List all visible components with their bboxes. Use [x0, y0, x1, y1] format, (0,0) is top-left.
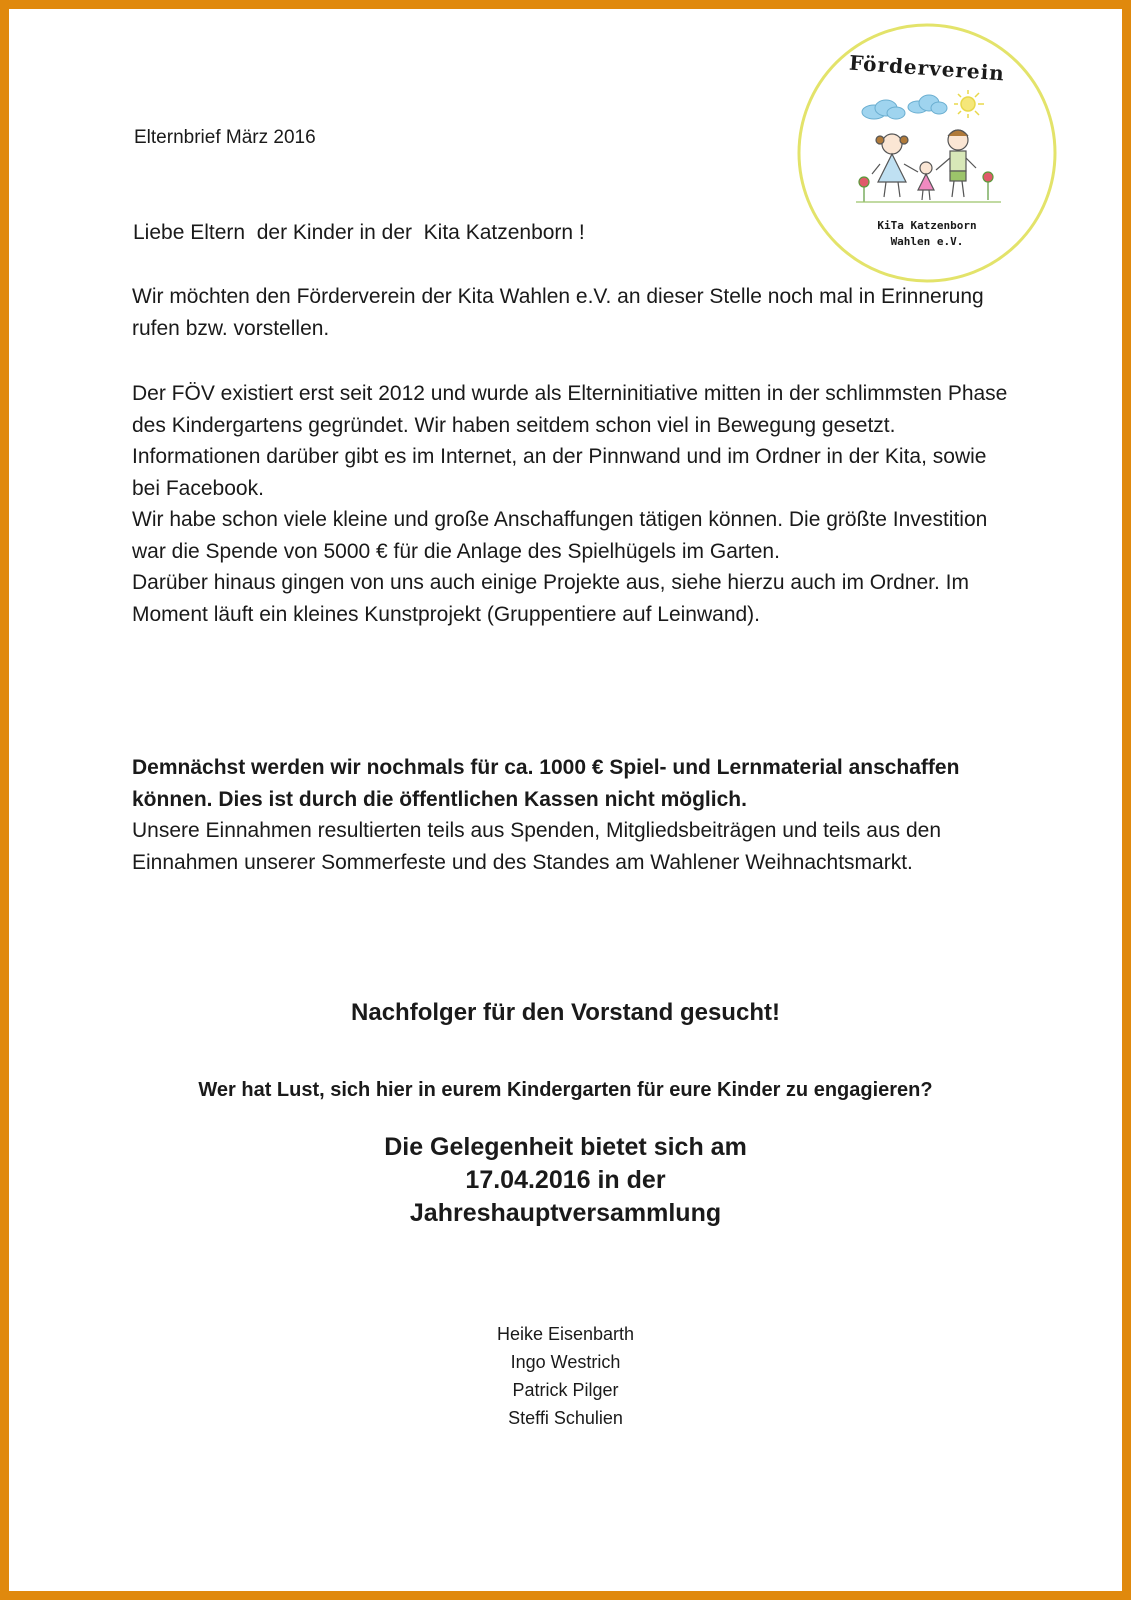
- paragraph-funding: [132, 752, 1012, 878]
- engagement-question: Wer hat Lust, sich hier in eurem Kindergarten für eure Kinder zu engagieren?: [198, 1079, 933, 1101]
- meeting-line: Die Gelegenheit bietet sich am: [384, 1133, 747, 1161]
- paragraph-line: Wir habe schon viele kleine und große Anschaffungen tätigen können. Die größte Investition war die Spende von 5000 € für die Anlage des Spielhügels im Garten.: [132, 508, 988, 563]
- foerderverein-logo: [796, 22, 1058, 284]
- signer-name: Steffi Schulien: [508, 1408, 623, 1428]
- logo-title: Förderverein: [848, 50, 1006, 86]
- signer-name: Heike Eisenbarth: [496, 1324, 635, 1344]
- letter-date-line: Elternbrief März 2016: [134, 127, 316, 148]
- signer-list: [9, 1320, 1122, 1432]
- salutation: Liebe Eltern der Kinder in der Kita Katzenborn !: [133, 221, 585, 244]
- logo-subtitle: [796, 218, 1058, 250]
- funding-details: Unsere Einnahmen resultierten teils aus Spenden, Mitgliedsbeiträgen und teils aus den Einnahmen unserer Sommerfeste und des Standes am Wahlener Weihnachtsmarkt.: [132, 819, 941, 874]
- funding-announcement: Demnächst werden wir nochmals für ca. 1000 € Spiel- und Lernmaterial anschaffen können. Dies ist durch die öffentlichen Kassen nicht möglich.: [132, 756, 960, 811]
- logo-subtitle-line: KiTa Katzenborn: [877, 219, 977, 232]
- paragraph-history: [132, 378, 1012, 630]
- signer-name: Patrick Pilger: [512, 1380, 619, 1400]
- paragraph-intro: Wir möchten den Förderverein der Kita Wahlen e.V. an dieser Stelle noch mal in Erinnerung rufen bzw. vorstellen.: [132, 285, 984, 340]
- meeting-date: 17.04.2016 in der: [465, 1166, 666, 1194]
- paragraph-line: Darüber hinaus gingen von uns auch einige Projekte aus, siehe hierzu auch im Ordner. Im Moment läuft ein kleines Kunstprojekt (Gruppentiere auf Leinwand).: [132, 571, 969, 626]
- meeting-announcement: [9, 1131, 1122, 1230]
- logo-subtitle-line: Wahlen e.V.: [890, 235, 964, 248]
- paragraph-line: Der FÖV existiert erst seit 2012 und wurde als Elterninitiative mitten in der schlimmsten Phase des Kindergartens gegründet. Wir haben seitdem schon viel in Bewegung gesetzt.: [132, 382, 1008, 437]
- letter-page: [9, 9, 1122, 1591]
- paragraph-line: Informationen darüber gibt es im Internet, an der Pinnwand und im Ordner in der Kita, sowie bei Facebook.: [132, 445, 987, 500]
- board-successor-heading: Nachfolger für den Vorstand gesucht!: [351, 999, 780, 1026]
- signer-name: Ingo Westrich: [510, 1352, 621, 1372]
- meeting-line: Jahreshauptversammlung: [409, 1199, 722, 1227]
